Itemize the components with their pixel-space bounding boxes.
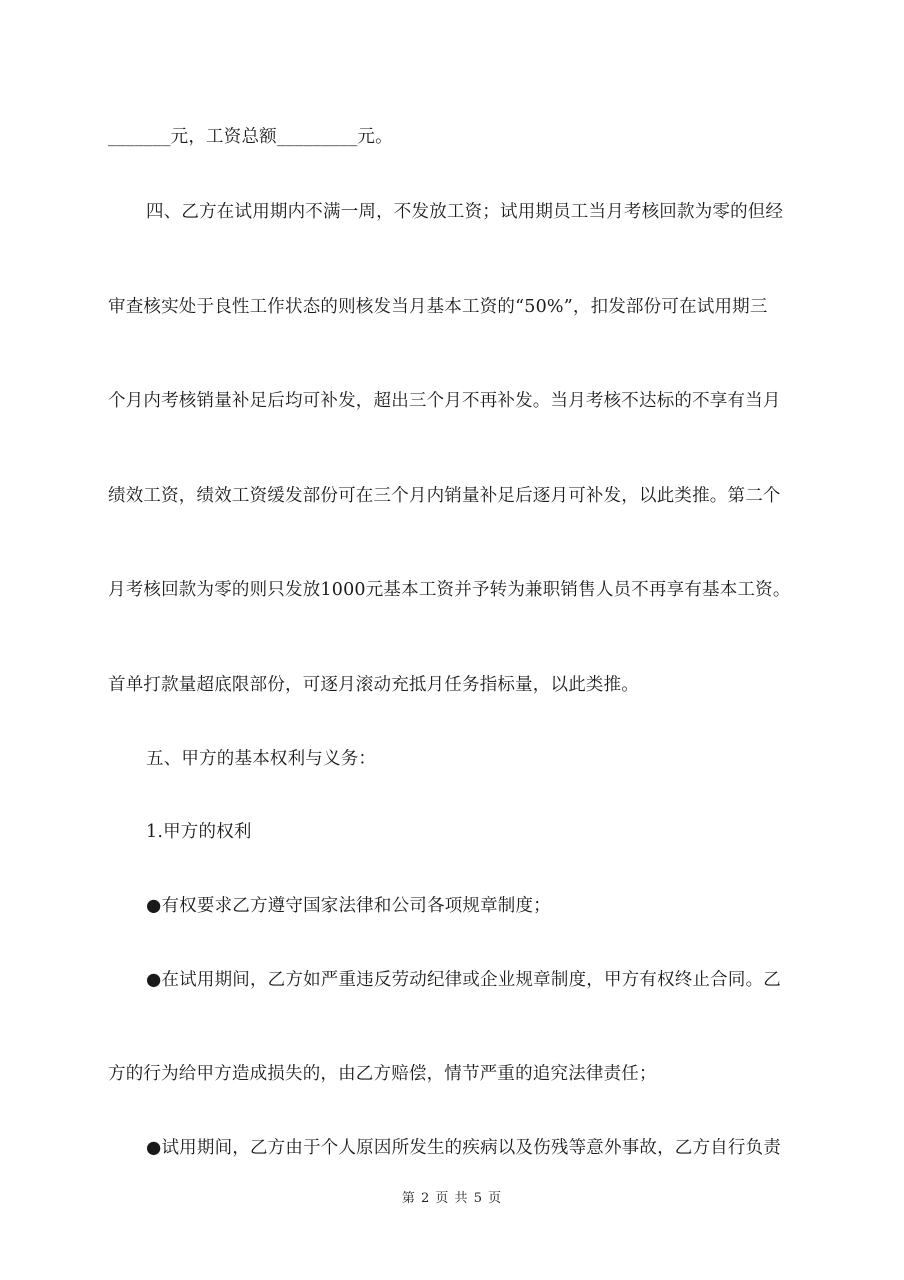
- subheading-rights: 1.甲方的权利: [146, 822, 252, 842]
- page-number-footer: 第 2 页 共 5 页: [401, 1191, 503, 1206]
- section-heading-5: 五、甲方的基本权利与义务：: [146, 749, 377, 769]
- bullet-item-3: ●试用期间，乙方由于个人原因所发生的疾病以及伤残等意外事故，乙方自行负责: [146, 1138, 781, 1158]
- text-line-1: _______元，工资总额_________元。: [108, 127, 393, 147]
- text-line-7: 首单打款量超底限部份，可逐月滚动充抵月任务指标量，以此类推。: [108, 675, 639, 695]
- bullet-item-1: ●有权要求乙方遵守国家法律和公司各项规章制度；: [146, 896, 551, 916]
- text-line-2: 四、乙方在试用期内不满一周，不发放工资；试用期员工当月考核回款为零的但经: [146, 202, 784, 222]
- text-line-6: 月考核回款为零的则只发放1000元基本工资并予转为兼职销售人员不再享有基本工资。: [108, 580, 791, 600]
- bullet-item-2: ●在试用期间，乙方如严重违反劳动纪律或企业规章制度，甲方有权终止合同。乙: [146, 970, 781, 990]
- text-line-5: 绩效工资，绩效工资缓发部份可在三个月内销量补足后逐月可补发，以此类推。第二个: [108, 486, 781, 506]
- text-line-continuation: 方的行为给甲方造成损失的，由乙方赔偿，情节严重的追究法律责任；: [108, 1064, 657, 1084]
- text-line-4: 个月内考核销量补足后均可补发，超出三个月不再补发。当月考核不达标的不享有当月: [108, 391, 781, 411]
- text-line-3: 审查核实处于良性工作状态的则核发当月基本工资的“50%”，扣发部份可在试用期三: [108, 297, 768, 317]
